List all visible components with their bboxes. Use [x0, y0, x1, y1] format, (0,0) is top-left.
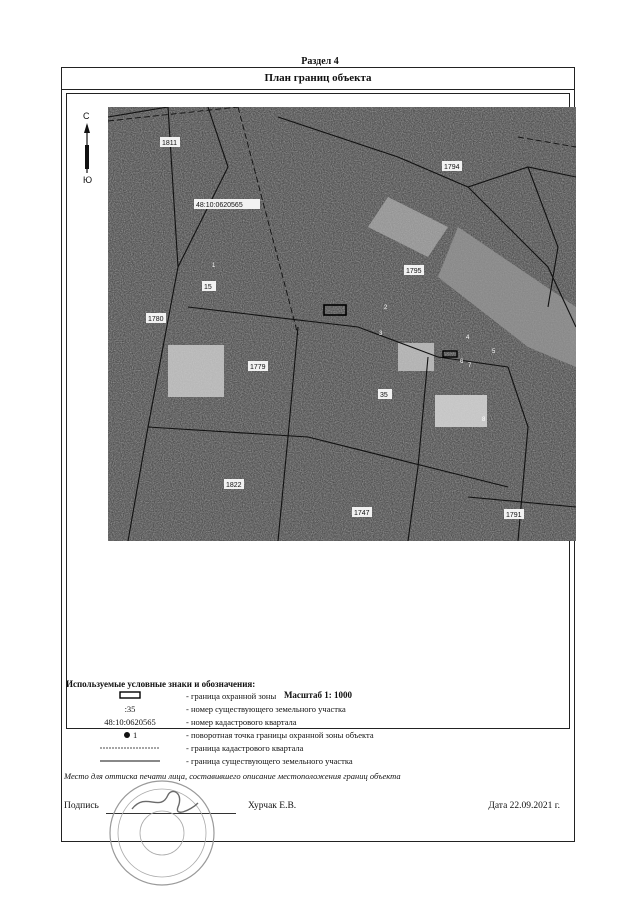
legend-text: - номер существующего земельного участка [186, 704, 346, 714]
legend-symbol [80, 743, 180, 753]
turning-point-icon [123, 731, 131, 739]
building [168, 345, 224, 397]
document-frame [61, 67, 575, 842]
legend-symbol-text: 1 [132, 730, 138, 740]
parcel-label-1747: 1747 [354, 510, 370, 517]
legend-text: - граница кадастрового квартала [186, 743, 304, 753]
plan-map [108, 107, 576, 541]
signature-label: Подпись [64, 801, 99, 811]
legend-text: - граница охранной зоны [186, 691, 277, 701]
compass-north: С [83, 111, 90, 121]
parcel-label-1795: 1795 [406, 268, 422, 275]
quarter-label: 48:10:0620565 [196, 202, 243, 209]
building [435, 395, 487, 427]
seal-stamp [102, 773, 222, 893]
section-title: Раздел 4 [301, 56, 339, 67]
legend-text: - поворотная точка границы охранной зоны объекта [186, 730, 374, 740]
building [398, 343, 434, 371]
parcel-label-15: 15 [204, 284, 212, 291]
legend-symbol [80, 691, 180, 701]
legend-symbol: 48:10:0620565 [104, 717, 156, 727]
point-label: 3 [379, 331, 383, 337]
legend-symbol [80, 730, 180, 740]
point-label: 6 [460, 359, 464, 365]
parcel-label-1780: 1780 [148, 316, 164, 323]
stamp-place-note: Место для оттиска печати лица, составившего описание местоположения границ объекта [64, 771, 401, 781]
point-label: 7 [468, 363, 472, 369]
point-label: 5 [492, 349, 496, 355]
point-label: 8 [482, 417, 486, 423]
parcel-label-1811: 1811 [162, 140, 178, 147]
point-label: 4 [466, 335, 470, 341]
point-label: 2 [384, 305, 388, 311]
legend-text: - номер кадастрового квартала [186, 717, 297, 727]
point-label: 1 [212, 263, 216, 269]
legend-title: Используемые условные знаки и обозначения: [66, 679, 256, 689]
handwritten-signature [132, 791, 198, 812]
signer-name: Хурчак Е.В. [248, 801, 297, 811]
signature-date: Дата 22.09.2021 г. [488, 801, 560, 811]
parcel-boundary-line-icon [100, 756, 160, 764]
parcel-label-1779: 1779 [250, 364, 266, 371]
legend-symbol [80, 756, 180, 766]
compass [81, 111, 101, 191]
parcel-label-1791: 1791 [506, 512, 522, 519]
parcel-label-35: 35 [380, 392, 388, 399]
parcel-label-1794: 1794 [444, 164, 460, 171]
parcel-label-1822: 1822 [226, 482, 242, 489]
protection-zone-swatch-icon [119, 691, 141, 699]
quarter-boundary-line-icon [100, 743, 160, 751]
plan-header: План границ объекта [62, 68, 574, 90]
legend-symbol: :35 [124, 704, 136, 714]
legend-text: - граница существующего земельного участка [186, 756, 353, 766]
compass-south: Ю [83, 175, 93, 185]
plan-area [66, 93, 570, 729]
scale-label: Масштаб 1: 1000 [283, 690, 353, 700]
